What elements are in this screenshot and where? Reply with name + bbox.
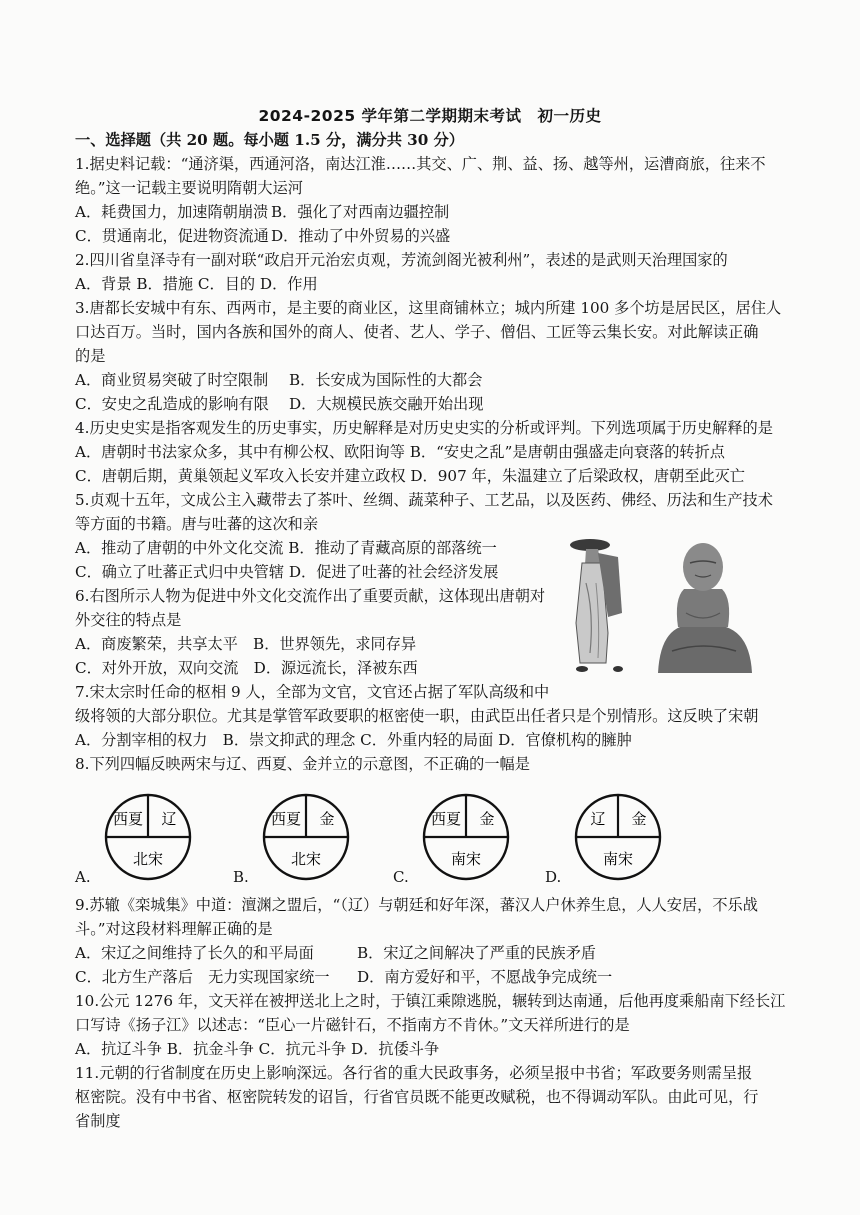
q1-options-cd xyxy=(75,224,800,248)
q11-stem-line2: 枢密院。没有中书省、枢密院转发的诏旨，行省官员既不能更改赋税，也不得调动军队。由此可见，行 xyxy=(75,1088,759,1106)
q8-map-a xyxy=(75,780,195,890)
q9-option-c: C．北方生产落后 无力实现国家统一 xyxy=(75,968,330,986)
q10-stem-line1: 10.公元 1276 年，文天祥在被押送北上之时，于镇江乘隙逃脱，辗转到达南通，后他再度乘船南下经长江 xyxy=(75,992,786,1010)
q9-option-d: D．南方爱好和平，不愿战争完成统一 xyxy=(357,968,613,986)
q10-stem-line2: 口写诗《扬子江》以述志：“臣心一片磁针石，不指南方不肯休。”文天祥所进行的是 xyxy=(75,1016,630,1034)
q1-stem-line1: 1.据史料记载：“通济渠，西通河洛，南达江淮……其交、广、荆、益、扬、越等州，运漕商旅，往来不 xyxy=(75,155,766,173)
q6-options-ab: A．商废繁荣，共享太平 B．世界领先，求同存异 xyxy=(75,635,417,653)
q8-map-b-diagram xyxy=(261,792,351,882)
q9-option-a: A．宋辽之间维持了长久的和平局面 xyxy=(75,944,314,962)
q5-options-cd: C．确立了吐蕃正式归中央管辖 D．促进了吐蕃的社会经济发展 xyxy=(75,563,499,581)
q10-options: A．抗辽斗争 B．抗金斗争 C．抗元斗争 D．抗倭斗争 xyxy=(75,1040,440,1058)
q8-map-d-top-right: 金 xyxy=(631,810,647,828)
q2-stem: 2.四川省皇泽寺有一副对联“政启开元治宏贞观，芳流剑阁光被利州”，表述的是武则天治理国家的 xyxy=(75,251,728,269)
q8-map-c-top-left: 西夏 xyxy=(430,810,462,828)
section-heading: 一、选择题（共 20 题。每小题 1.5 分，满分共 30 分） xyxy=(75,131,464,149)
q3-stem-line1: 3.唐都长安城中有东、西两市，是主要的商业区，这里商铺林立；城内所建 100 多个坊是居民区，居住人 xyxy=(75,299,782,317)
q9-options-ab xyxy=(75,941,800,965)
q7-stem-line2: 级将领的大部分职位。尤其是掌管军政要职的枢密使一职，由武臣出任者只是个别情形。这反映了宋朝 xyxy=(75,707,759,725)
q8-map-b xyxy=(233,780,353,890)
q6-figure-monk-statues xyxy=(568,523,773,675)
q8-map-b-top-left: 西夏 xyxy=(270,810,302,828)
q3-option-a: A．商业贸易突破了时空限制 xyxy=(75,371,269,389)
q2-options: A．背景 B．措施 C．目的 D．作用 xyxy=(75,275,318,293)
q3-options-ab xyxy=(75,368,800,392)
q4-stem: 4.历史史实是指客观发生的历史事实，历史解释是对历史史实的分析或评判。下列选项属于历史解释的是 xyxy=(75,419,773,437)
q9-stem-line1: 9.苏辙《栾城集》中道：澶渊之盟后，“（辽）与朝廷和好年深，蕃汉人户休养生息，人人安居，不乐战 xyxy=(75,896,758,914)
q8-map-a-top-left: 西夏 xyxy=(112,810,144,828)
q8-map-a-bottom: 北宋 xyxy=(132,850,164,868)
q4-options-cd: C．唐朝后期，黄巢领起义军攻入长安并建立政权 D．907 年，朱温建立了后梁政权，唐朝至此灭亡 xyxy=(75,467,745,485)
q5-stem-line1: 5.贞观十五年，文成公主入藏带去了茶叶、丝绸、蔬菜种子、工艺品，以及医药、佛经、历法和生产技术 xyxy=(75,491,773,509)
q7-stem-line1: 7.宋太宗时任命的枢相 9 人，全部为文官，文官还占据了军队高级和中 xyxy=(75,683,550,701)
q8-map-d-bottom: 南宋 xyxy=(602,850,634,868)
q1-stem-line2: 绝。”这一记载主要说明隋朝大运河 xyxy=(75,179,303,197)
q3-stem-line3: 的是 xyxy=(75,347,106,365)
q8-map-c-top-right: 金 xyxy=(479,810,495,828)
q8-map-c-bottom: 南宋 xyxy=(450,850,482,868)
q9-stem-line2: 斗。”对这段材料理解正确的是 xyxy=(75,920,273,938)
q8-map-a-letter: A. xyxy=(75,868,91,886)
q8-map-d-letter: D. xyxy=(545,868,562,886)
q1-option-c: C．贯通南北，促进物资流通 xyxy=(75,227,269,245)
q9-option-b: B．宋辽之间解决了严重的民族矛盾 xyxy=(357,944,596,962)
q8-map-c-letter: C. xyxy=(393,868,409,886)
q8-map-b-top-right: 金 xyxy=(319,810,335,828)
q8-map-d-top-left: 辽 xyxy=(590,810,606,828)
q7-options: A．分割宰相的权力 B．崇文抑武的理念 C．外重内轻的局面 D．官僚机构的臃肿 xyxy=(75,731,632,749)
q9-options-cd xyxy=(75,965,800,989)
q3-option-d: D．大规模民族交融开始出现 xyxy=(289,395,484,413)
q8-stem: 8.下列四幅反映两宋与辽、西夏、金并立的示意图，不正确的一幅是 xyxy=(75,755,530,773)
q8-map-options xyxy=(75,780,715,890)
q1-option-d: D．推动了中外贸易的兴盛 xyxy=(271,227,451,245)
q3-options-cd xyxy=(75,392,800,416)
q11-stem-line3: 省制度 xyxy=(75,1112,121,1130)
q6-options-cd: C．对外开放，双向交流 D．源远流长，泽被东西 xyxy=(75,659,418,677)
q11-stem-line1: 11.元朝的行省制度在历史上影响深远。各行省的重大民政事务，必须呈报中书省；军政要务则需呈报 xyxy=(75,1064,753,1082)
q8-map-c-diagram xyxy=(421,792,511,882)
q8-map-c xyxy=(393,780,513,890)
q6-stem-line2: 外交往的特点是 xyxy=(75,611,182,629)
monk-statues-image xyxy=(568,523,773,675)
exam-title: 2024-2025 学年第二学期期末考试 初一历史 xyxy=(258,107,602,125)
q8-map-a-diagram xyxy=(103,792,193,882)
q3-option-b: B．长安成为国际性的大都会 xyxy=(289,371,483,389)
q8-map-b-bottom: 北宋 xyxy=(290,850,322,868)
q3-option-c: C．安史之乱造成的影响有限 xyxy=(75,395,269,413)
q3-stem-line2: 口达百万。当时，国内各族和国外的商人、使者、艺人、学子、僧侣、工匠等云集长安。对此解读正确 xyxy=(75,323,759,341)
q1-options-ab xyxy=(75,200,800,224)
q8-map-b-letter: B. xyxy=(233,868,249,886)
q1-option-a: A．耗费国力，加速隋朝崩溃 xyxy=(75,203,269,221)
q6-stem-line1: 6.右图所示人物为促进中外文化交流作出了重要贡献，这体现出唐朝对 xyxy=(75,587,546,605)
q5-options-ab: A．推动了唐朝的中外文化交流 B．推动了青藏高原的部落统一 xyxy=(75,539,497,557)
q8-map-a-top-right: 辽 xyxy=(161,810,177,828)
q8-map-d xyxy=(545,780,665,890)
q1-option-b: B．强化了对西南边疆控制 xyxy=(271,203,450,221)
q8-map-d-diagram xyxy=(573,792,663,882)
q4-options-ab: A．唐朝时书法家众多，其中有柳公权、欧阳询等 B．“安史之乱”是唐朝由强盛走向衰落的转折点 xyxy=(75,443,725,461)
q5-stem-line2: 等方面的书籍。唐与吐蕃的这次和亲 xyxy=(75,515,318,533)
